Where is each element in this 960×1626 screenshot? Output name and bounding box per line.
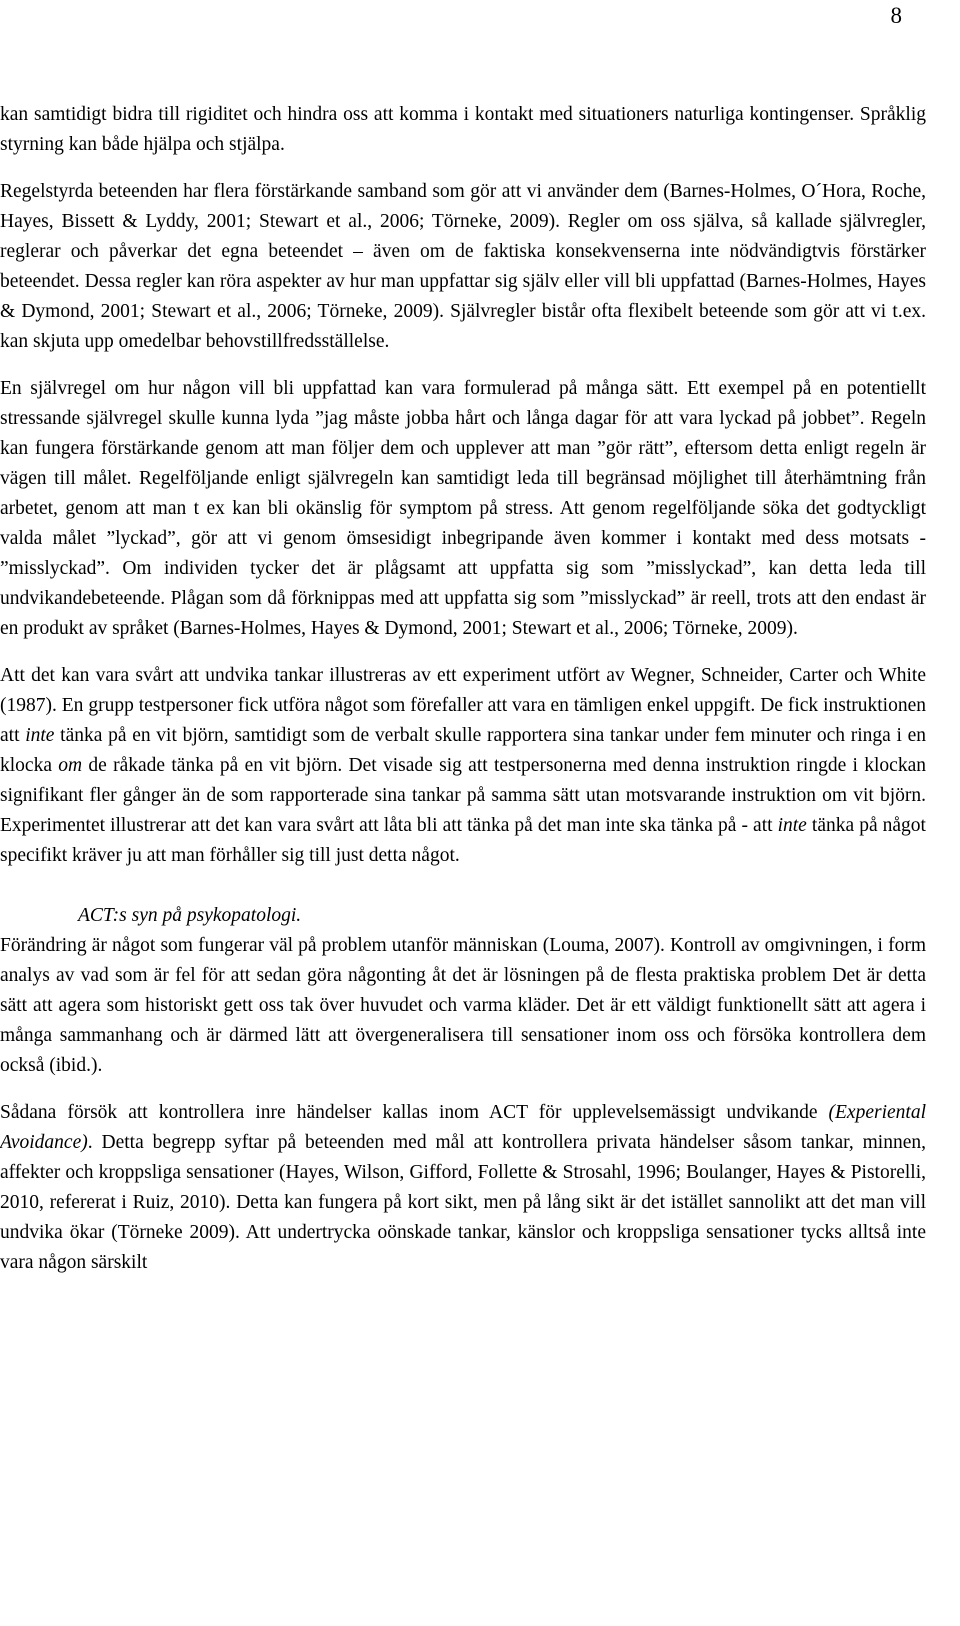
text-segment: tänka på en vit björn, samtidigt som de verbalt skulle rapportera sina tankar under fem minuter och ringa i en klocka <box>0 725 927 776</box>
text-segment: tänka på något specifikt kräver ju att man förhåller sig till just detta något. <box>0 815 926 866</box>
paragraph <box>0 177 926 357</box>
text-segment: Sådana försök att kontrollera inre händelser kallas inom ACT för upplevelsemässigt undvikande <box>0 1102 829 1123</box>
text-segment: Förändring är något som fungerar väl på problem utanför människan (Louma, 2007). Kontroll av omgivningen, i form analys av vad som är fel för att sedan göra någonting åt det är lösningen på de flesta praktiska problem Det är detta sätt att agera som historiskt gett oss tak över huvudet och varma kläder. Det är ett väldigt funktionellt sätt att agera i många sammanhang och är därmed lätt att övergeneralisera till sensationer inom oss och försöka kontrollera dem också (ibid.). <box>0 935 926 1076</box>
paragraph <box>0 931 926 1081</box>
paragraph <box>0 1098 926 1278</box>
emphasis-text: om <box>58 755 83 776</box>
text-segment: Regelstyrda beteenden har flera förstärkande samband som gör att vi använder dem (Barnes-Holmes, O´Hora, Roche, Hayes, Bissett & Lyddy, 2001; Stewart et al., 2006; Törneke, 2009). Regler om oss själva, så kallade självregler, reglerar och påverkar det egna beteendet – även om de faktiska konsekvenserna inte nödvändigtvis förstärker beteendet. Dessa regler kan röra aspekter av hur man uppfattar sig själv eller vill bli uppfattad (Barnes-Holmes, Hayes & Dymond, 2001; Stewart et al., 2006; Törneke, 2009). Självregler bistår ofta flexibelt beteende som gör att vi t.ex. kan skjuta upp omedelbar behovstillfredsställelse. <box>0 181 926 352</box>
emphasis-text: inte <box>25 725 55 746</box>
section-heading: ACT:s syn på psykopatologi. <box>78 905 302 926</box>
paragraph <box>0 661 926 871</box>
text-segment: kan samtidigt bidra till rigiditet och hindra oss att komma i kontakt med situationers naturliga kontingenser. Språklig styrning kan både hjälpa och stjälpa. <box>0 104 926 155</box>
document-body <box>0 100 926 1278</box>
emphasis-text: (Experiental Avoidance) <box>0 1102 926 1153</box>
emphasis-text: inte <box>777 815 807 836</box>
text-segment: . Detta begrepp syftar på beteenden med mål att kontrollera privata händelser såsom tankar, minnen, affekter och kroppsliga sensationer (Hayes, Wilson, Gifford, Follette & Strosahl, 1996; Boulanger, Hayes & Pistorelli, 2010, refererat i Ruiz, 2010). Detta kan fungera på kort sikt, men på lång sikt är det istället sannolikt att det man vill undvika ökar (Törneke 2009). Att undertrycka oönskade tankar, känslor och kroppsliga sensationer tycks alltså inte vara någon särskilt <box>0 1132 926 1273</box>
paragraph <box>0 374 926 644</box>
paragraph <box>0 100 926 160</box>
page-number: 8 <box>890 3 902 28</box>
text-segment: Att det kan vara svårt att undvika tankar illustreras av ett experiment utfört av Wegner, Schneider, Carter och White (1987). En grupp testpersoner fick utföra något som förefaller att vara en tämligen enkel uppgift. De fick instruktionen att <box>0 665 926 746</box>
text-segment: En självregel om hur någon vill bli uppfattad kan vara formulerad på många sätt. Ett exempel på en potentiellt stressande självregel skulle kunna lyda ”jag måste jobba hårt och långa dagar för att vara lyckad på jobbet”. Regeln kan fungera förstärkande genom att man följer dem och upplever att man ”gör rätt”, eftersom detta enligt regeln är vägen till målet. Regelföljande enligt självregeln kan samtidigt leda till begränsad möjlighet till återhämtning från arbetet, genom att man t ex kan bli okänslig för symptom på stress. Att genom regelföljande söka det godtyckligt valda målet ”lyckad”, gör att vi genom ömsesidigt inbegripande även kommer i kontakt med dess motsats - ”misslyckad”. Om individen tycker det är plågsamt att uppfatta sig som ”misslyckad”, kan detta leda till undvikandebeteende. Plågan som då förknippas med att uppfatta sig som ”misslyckad” är reell, trots att den endast är en produkt av språket (Barnes-Holmes, Hayes & Dymond, 2001; Stewart et al., 2006; Törneke, 2009). <box>0 378 926 639</box>
text-segment: de råkade tänka på en vit björn. Det visade sig att testpersonerna med denna instruktion ringde i klockan signifikant fler gånger än de som rapporterade sina tankar på samma sätt utan motsvarande instruktion om vit björn. Experimentet illustrerar att det kan vara svårt att låta bli att tänka på det man inte ska tänka på - att <box>0 755 926 836</box>
